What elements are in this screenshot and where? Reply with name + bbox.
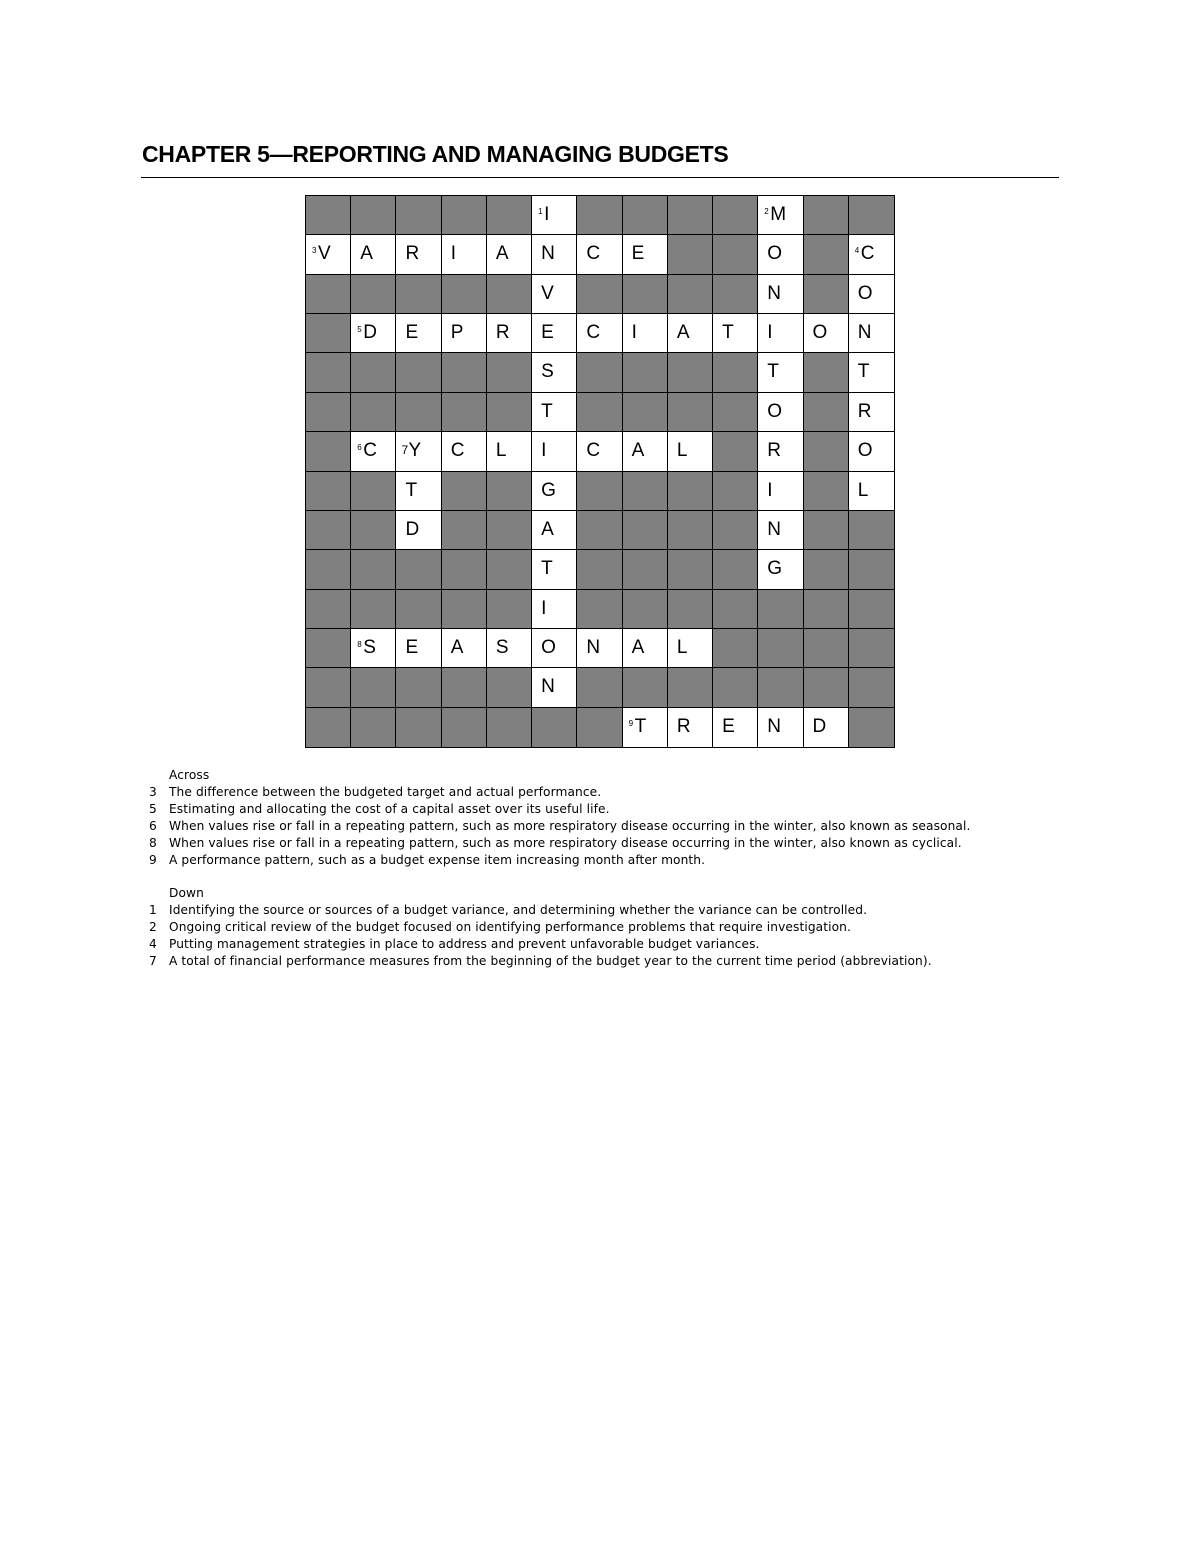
crossword-letter-cell bbox=[351, 314, 396, 353]
crossword-block-cell bbox=[442, 550, 487, 589]
crossword-letter-cell bbox=[668, 314, 713, 353]
crossword-block-cell bbox=[668, 196, 713, 235]
crossword-letter-cell bbox=[532, 668, 577, 707]
across-heading: Across bbox=[169, 768, 210, 782]
crossword-block-cell bbox=[396, 353, 441, 392]
crossword-block-cell bbox=[351, 511, 396, 550]
crossword-block-cell bbox=[577, 708, 622, 747]
clue-number: 3 bbox=[312, 246, 317, 256]
crossword-letter-cell bbox=[623, 314, 668, 353]
crossword-block-cell bbox=[758, 668, 803, 707]
cell-letter: O bbox=[857, 440, 873, 462]
crossword-block-cell bbox=[306, 708, 351, 747]
cell-letter: A bbox=[676, 322, 690, 344]
crossword-letter-cell bbox=[849, 235, 894, 274]
crossword-block-cell bbox=[804, 393, 849, 432]
cell-letter: E bbox=[631, 243, 645, 265]
crossword-block-cell bbox=[804, 550, 849, 589]
cell-letter: S bbox=[363, 636, 376, 658]
crossword-letter-cell bbox=[487, 235, 532, 274]
crossword-block-cell bbox=[306, 314, 351, 353]
crossword-block-cell bbox=[487, 393, 532, 432]
crossword-grid bbox=[305, 195, 895, 748]
crossword-block-cell bbox=[849, 629, 894, 668]
cell-letter: A bbox=[360, 243, 373, 265]
crossword-block-cell bbox=[351, 668, 396, 707]
crossword-block-cell bbox=[306, 472, 351, 511]
cell-letter: I bbox=[450, 243, 456, 265]
crossword-block-cell bbox=[713, 550, 758, 589]
clue-num: 8 bbox=[149, 836, 157, 850]
crossword-letter-cell bbox=[306, 235, 351, 274]
cell-letter: N bbox=[541, 243, 555, 265]
cell-letter: V bbox=[541, 282, 554, 304]
crossword-letter-cell bbox=[668, 432, 713, 471]
across-clue bbox=[149, 835, 970, 852]
crossword-letter-cell bbox=[487, 432, 532, 471]
crossword-letter-cell bbox=[532, 275, 577, 314]
cell-letter: N bbox=[586, 636, 601, 658]
cell-letter: C bbox=[586, 440, 601, 462]
cell-letter: C bbox=[586, 322, 601, 344]
cell-letter: A bbox=[495, 243, 509, 265]
clue-text: Estimating and allocating the cost of a capital asset over its useful life. bbox=[169, 802, 610, 816]
crossword-block-cell bbox=[849, 550, 894, 589]
clue-number: 8 bbox=[357, 639, 362, 649]
clue-number: 6 bbox=[357, 443, 362, 453]
cell-letter: I bbox=[767, 322, 773, 344]
crossword-letter-cell bbox=[396, 511, 441, 550]
crossword-letter-cell bbox=[532, 432, 577, 471]
crossword-block-cell bbox=[623, 393, 668, 432]
crossword-block-cell bbox=[442, 668, 487, 707]
crossword-block-cell bbox=[713, 668, 758, 707]
crossword-block-cell bbox=[713, 472, 758, 511]
cell-letter: G bbox=[767, 558, 783, 580]
crossword-block-cell bbox=[804, 196, 849, 235]
crossword-block-cell bbox=[713, 511, 758, 550]
crossword-letter-cell bbox=[758, 708, 803, 747]
crossword-block-cell bbox=[351, 550, 396, 589]
clue-text: When values rise or fall in a repeating pattern, such as more respiratory disease occurring in the winter, also known as cyclical. bbox=[169, 836, 962, 850]
crossword-block-cell bbox=[351, 472, 396, 511]
crossword-block-cell bbox=[306, 550, 351, 589]
crossword-block-cell bbox=[713, 629, 758, 668]
crossword-block-cell bbox=[668, 353, 713, 392]
cell-letter: T bbox=[722, 322, 734, 344]
crossword-block-cell bbox=[442, 472, 487, 511]
crossword-letter-cell bbox=[442, 432, 487, 471]
cell-letter: D bbox=[363, 322, 377, 344]
cell-letter: Y bbox=[408, 440, 422, 462]
clue-num: 3 bbox=[149, 785, 157, 799]
crossword-block-cell bbox=[713, 235, 758, 274]
down-clue bbox=[149, 936, 970, 953]
crossword-letter-cell bbox=[758, 511, 803, 550]
crossword-block-cell bbox=[532, 708, 577, 747]
crossword-letter-cell bbox=[442, 314, 487, 353]
crossword-letter-cell bbox=[532, 472, 577, 511]
crossword-letter-cell bbox=[577, 629, 622, 668]
clue-text: Putting management strategies in place to address and prevent unfavorable budget variances. bbox=[169, 937, 760, 951]
crossword-block-cell bbox=[351, 196, 396, 235]
clue-num: 9 bbox=[149, 853, 157, 867]
crossword-letter-cell bbox=[396, 314, 441, 353]
cell-letter: E bbox=[722, 715, 735, 737]
cell-letter: T bbox=[767, 361, 779, 383]
cell-letter: L bbox=[676, 440, 688, 462]
crossword-block-cell bbox=[668, 511, 713, 550]
clue-number: 7 bbox=[401, 443, 409, 458]
cell-letter: S bbox=[495, 636, 509, 658]
cell-letter: R bbox=[495, 322, 510, 344]
crossword-letter-cell bbox=[577, 314, 622, 353]
cell-letter: C bbox=[450, 440, 465, 462]
crossword-block-cell bbox=[849, 511, 894, 550]
cell-letter: E bbox=[541, 322, 554, 344]
crossword-block-cell bbox=[351, 353, 396, 392]
crossword-block-cell bbox=[623, 511, 668, 550]
crossword-block-cell bbox=[804, 472, 849, 511]
crossword-block-cell bbox=[487, 550, 532, 589]
cell-letter: V bbox=[318, 243, 331, 265]
crossword-letter-cell bbox=[849, 275, 894, 314]
across-clue bbox=[149, 852, 970, 869]
crossword-letter-cell bbox=[577, 432, 622, 471]
crossword-block-cell bbox=[668, 235, 713, 274]
down-heading: Down bbox=[169, 886, 204, 900]
crossword-letter-cell bbox=[623, 629, 668, 668]
down-clue bbox=[149, 919, 970, 936]
crossword-block-cell bbox=[306, 275, 351, 314]
crossword-block-cell bbox=[804, 432, 849, 471]
crossword-letter-cell bbox=[351, 235, 396, 274]
crossword-block-cell bbox=[713, 275, 758, 314]
cell-letter: D bbox=[812, 715, 827, 737]
crossword-block-cell bbox=[577, 590, 622, 629]
crossword-block-cell bbox=[577, 275, 622, 314]
cell-letter: I bbox=[541, 440, 547, 462]
cell-letter: A bbox=[541, 518, 554, 540]
crossword-letter-cell bbox=[713, 314, 758, 353]
crossword-letter-cell bbox=[351, 629, 396, 668]
crossword-block-cell bbox=[306, 353, 351, 392]
crossword-letter-cell bbox=[623, 432, 668, 471]
clue-text: Ongoing critical review of the budget focused on identifying performance problems that require investigation. bbox=[169, 920, 851, 934]
crossword-block-cell bbox=[577, 550, 622, 589]
crossword-block-cell bbox=[623, 275, 668, 314]
crossword-letter-cell bbox=[668, 708, 713, 747]
crossword-block-cell bbox=[306, 668, 351, 707]
cell-letter: N bbox=[767, 518, 782, 540]
crossword-block-cell bbox=[351, 275, 396, 314]
crossword-letter-cell bbox=[532, 235, 577, 274]
crossword-block-cell bbox=[668, 590, 713, 629]
cell-letter: O bbox=[767, 400, 783, 422]
down-clue bbox=[149, 953, 970, 970]
crossword-letter-cell bbox=[849, 353, 894, 392]
clue-number: 5 bbox=[357, 325, 362, 335]
clue-number: 9 bbox=[628, 718, 634, 728]
crossword-block-cell bbox=[351, 590, 396, 629]
crossword-letter-cell bbox=[396, 629, 441, 668]
clue-text: A total of financial performance measures from the beginning of the budget year to the current time period (abbreviation). bbox=[169, 954, 932, 968]
crossword-block-cell bbox=[487, 275, 532, 314]
down-clue bbox=[149, 902, 970, 919]
crossword-letter-cell bbox=[758, 393, 803, 432]
crossword-letter-cell bbox=[442, 629, 487, 668]
cell-letter: I bbox=[541, 597, 547, 619]
crossword-letter-cell bbox=[532, 550, 577, 589]
crossword-letter-cell bbox=[532, 353, 577, 392]
crossword-letter-cell bbox=[713, 708, 758, 747]
crossword-block-cell bbox=[804, 235, 849, 274]
clue-num: 1 bbox=[149, 903, 157, 917]
cell-letter: A bbox=[631, 440, 645, 462]
cell-letter: R bbox=[767, 440, 782, 462]
crossword-block-cell bbox=[306, 590, 351, 629]
crossword-block-cell bbox=[577, 393, 622, 432]
crossword-letter-cell bbox=[532, 314, 577, 353]
clue-num: 6 bbox=[149, 819, 157, 833]
crossword-letter-cell bbox=[668, 629, 713, 668]
crossword-block-cell bbox=[396, 393, 441, 432]
crossword-block-cell bbox=[623, 668, 668, 707]
crossword-block-cell bbox=[713, 393, 758, 432]
crossword-letter-cell bbox=[758, 314, 803, 353]
clue-num: 4 bbox=[149, 937, 157, 951]
across-clue bbox=[149, 784, 970, 801]
crossword-block-cell bbox=[487, 472, 532, 511]
crossword-letter-cell bbox=[758, 472, 803, 511]
cell-letter: E bbox=[405, 636, 419, 658]
across-clue-list bbox=[149, 784, 970, 869]
crossword-block-cell bbox=[623, 472, 668, 511]
crossword-letter-cell bbox=[487, 314, 532, 353]
crossword-block-cell bbox=[306, 629, 351, 668]
crossword-block-cell bbox=[577, 353, 622, 392]
crossword-block-cell bbox=[577, 511, 622, 550]
cell-letter: T bbox=[634, 715, 647, 737]
crossword-letter-cell bbox=[758, 432, 803, 471]
crossword-letter-cell bbox=[396, 472, 441, 511]
cell-letter: R bbox=[857, 400, 872, 422]
clue-text: The difference between the budgeted target and actual performance. bbox=[169, 785, 602, 799]
cell-letter: N bbox=[767, 715, 782, 737]
crossword-block-cell bbox=[396, 668, 441, 707]
crossword-block-cell bbox=[351, 393, 396, 432]
crossword-block-cell bbox=[487, 668, 532, 707]
crossword-block-cell bbox=[487, 708, 532, 747]
crossword-block-cell bbox=[306, 196, 351, 235]
crossword-block-cell bbox=[442, 196, 487, 235]
crossword-block-cell bbox=[306, 393, 351, 432]
title-divider bbox=[141, 177, 1059, 178]
clue-num: 2 bbox=[149, 920, 157, 934]
crossword-block-cell bbox=[849, 590, 894, 629]
clue-number: 1 bbox=[538, 207, 543, 216]
across-clue bbox=[149, 801, 970, 818]
cell-letter: T bbox=[857, 361, 870, 383]
crossword-block-cell bbox=[442, 590, 487, 629]
crossword-block-cell bbox=[351, 708, 396, 747]
page-title: CHAPTER 5—REPORTING AND MANAGING BUDGETS bbox=[142, 141, 729, 167]
crossword-block-cell bbox=[487, 590, 532, 629]
crossword-letter-cell bbox=[849, 393, 894, 432]
crossword-block-cell bbox=[396, 196, 441, 235]
cell-letter: C bbox=[860, 243, 875, 265]
crossword-block-cell bbox=[442, 393, 487, 432]
crossword-block-cell bbox=[623, 353, 668, 392]
cell-letter: S bbox=[541, 361, 554, 383]
cell-letter: N bbox=[857, 322, 872, 344]
crossword-block-cell bbox=[396, 550, 441, 589]
crossword-letter-cell bbox=[351, 432, 396, 471]
crossword-block-cell bbox=[804, 511, 849, 550]
crossword-block-cell bbox=[442, 275, 487, 314]
crossword-letter-cell bbox=[396, 235, 441, 274]
cell-letter: C bbox=[363, 440, 377, 462]
crossword-block-cell bbox=[442, 708, 487, 747]
crossword-letter-cell bbox=[623, 708, 668, 747]
crossword-block-cell bbox=[713, 432, 758, 471]
crossword-block-cell bbox=[849, 196, 894, 235]
cell-letter: O bbox=[812, 322, 828, 344]
crossword-letter-cell bbox=[532, 590, 577, 629]
crossword-block-cell bbox=[396, 708, 441, 747]
crossword-block-cell bbox=[623, 550, 668, 589]
crossword-letter-cell bbox=[758, 353, 803, 392]
clue-text: A performance pattern, such as a budget expense item increasing month after month. bbox=[169, 853, 706, 867]
crossword-block-cell bbox=[804, 275, 849, 314]
crossword-block-cell bbox=[668, 668, 713, 707]
crossword-block-cell bbox=[668, 472, 713, 511]
clue-num: 7 bbox=[149, 954, 157, 968]
crossword-block-cell bbox=[849, 708, 894, 747]
crossword-letter-cell bbox=[532, 511, 577, 550]
crossword-letter-cell bbox=[758, 550, 803, 589]
crossword-letter-cell bbox=[623, 235, 668, 274]
crossword-block-cell bbox=[623, 590, 668, 629]
cell-letter: C bbox=[586, 243, 601, 265]
crossword-block-cell bbox=[487, 353, 532, 392]
crossword-block-cell bbox=[758, 629, 803, 668]
crossword-block-cell bbox=[577, 196, 622, 235]
cell-letter: P bbox=[450, 322, 464, 344]
cell-letter: L bbox=[676, 636, 688, 658]
crossword-block-cell bbox=[668, 550, 713, 589]
cell-letter: O bbox=[857, 282, 873, 304]
crossword-letter-cell bbox=[849, 472, 894, 511]
cell-letter: I bbox=[631, 322, 637, 344]
crossword-block-cell bbox=[306, 511, 351, 550]
crossword-letter-cell bbox=[849, 314, 894, 353]
down-clue-list bbox=[149, 902, 970, 970]
cell-letter: L bbox=[857, 479, 869, 501]
clues-section bbox=[149, 767, 970, 970]
crossword-letter-cell bbox=[758, 275, 803, 314]
crossword-block-cell bbox=[306, 432, 351, 471]
crossword-block-cell bbox=[713, 353, 758, 392]
cell-letter: T bbox=[541, 400, 553, 422]
cell-letter: N bbox=[767, 282, 782, 304]
crossword-block-cell bbox=[487, 196, 532, 235]
crossword-block-cell bbox=[442, 511, 487, 550]
crossword-letter-cell bbox=[532, 629, 577, 668]
crossword-block-cell bbox=[804, 629, 849, 668]
crossword-block-cell bbox=[713, 196, 758, 235]
cell-letter: G bbox=[541, 479, 556, 501]
crossword-block-cell bbox=[804, 590, 849, 629]
crossword-block-cell bbox=[487, 511, 532, 550]
crossword-block-cell bbox=[577, 472, 622, 511]
crossword-letter-cell bbox=[532, 393, 577, 432]
cell-letter: A bbox=[450, 636, 464, 658]
crossword-block-cell bbox=[804, 353, 849, 392]
cell-letter: E bbox=[405, 322, 419, 344]
crossword-letter-cell bbox=[758, 235, 803, 274]
clue-text: Identifying the source or sources of a budget variance, and determining whether the variance can be controlled. bbox=[169, 903, 868, 917]
cell-letter: M bbox=[770, 204, 787, 225]
crossword-block-cell bbox=[668, 275, 713, 314]
cell-letter: R bbox=[676, 715, 691, 737]
cell-letter: I bbox=[767, 479, 773, 501]
crossword-block-cell bbox=[577, 668, 622, 707]
clue-text: When values rise or fall in a repeating pattern, such as more respiratory disease occurring in the winter, also known as seasonal. bbox=[169, 819, 971, 833]
crossword-block-cell bbox=[758, 590, 803, 629]
across-clue bbox=[149, 818, 970, 835]
crossword-block-cell bbox=[668, 393, 713, 432]
cell-letter: N bbox=[541, 676, 555, 698]
cell-letter: T bbox=[405, 479, 418, 501]
clue-number: 2 bbox=[764, 207, 769, 216]
crossword-block-cell bbox=[396, 275, 441, 314]
crossword-letter-cell bbox=[532, 196, 577, 235]
crossword-letter-cell bbox=[442, 235, 487, 274]
crossword-block-cell bbox=[442, 353, 487, 392]
cell-letter: T bbox=[541, 558, 553, 580]
crossword-letter-cell bbox=[577, 235, 622, 274]
crossword-letter-cell bbox=[804, 314, 849, 353]
crossword-letter-cell bbox=[487, 629, 532, 668]
cell-letter: L bbox=[495, 440, 507, 462]
crossword-block-cell bbox=[396, 590, 441, 629]
cell-letter: O bbox=[541, 636, 556, 658]
crossword-letter-cell bbox=[758, 196, 803, 235]
crossword-letter-cell bbox=[849, 432, 894, 471]
crossword-block-cell bbox=[804, 668, 849, 707]
cell-letter: D bbox=[405, 518, 420, 540]
clue-number: 4 bbox=[854, 246, 860, 256]
crossword-letter-cell bbox=[804, 708, 849, 747]
clue-num: 5 bbox=[149, 802, 157, 816]
crossword-block-cell bbox=[713, 590, 758, 629]
cell-letter: A bbox=[631, 636, 645, 658]
cell-letter: O bbox=[767, 243, 783, 265]
crossword-block-cell bbox=[849, 668, 894, 707]
crossword-block-cell bbox=[623, 196, 668, 235]
cell-letter: R bbox=[405, 243, 420, 265]
crossword-letter-cell bbox=[396, 432, 441, 471]
cell-letter: I bbox=[544, 204, 550, 225]
